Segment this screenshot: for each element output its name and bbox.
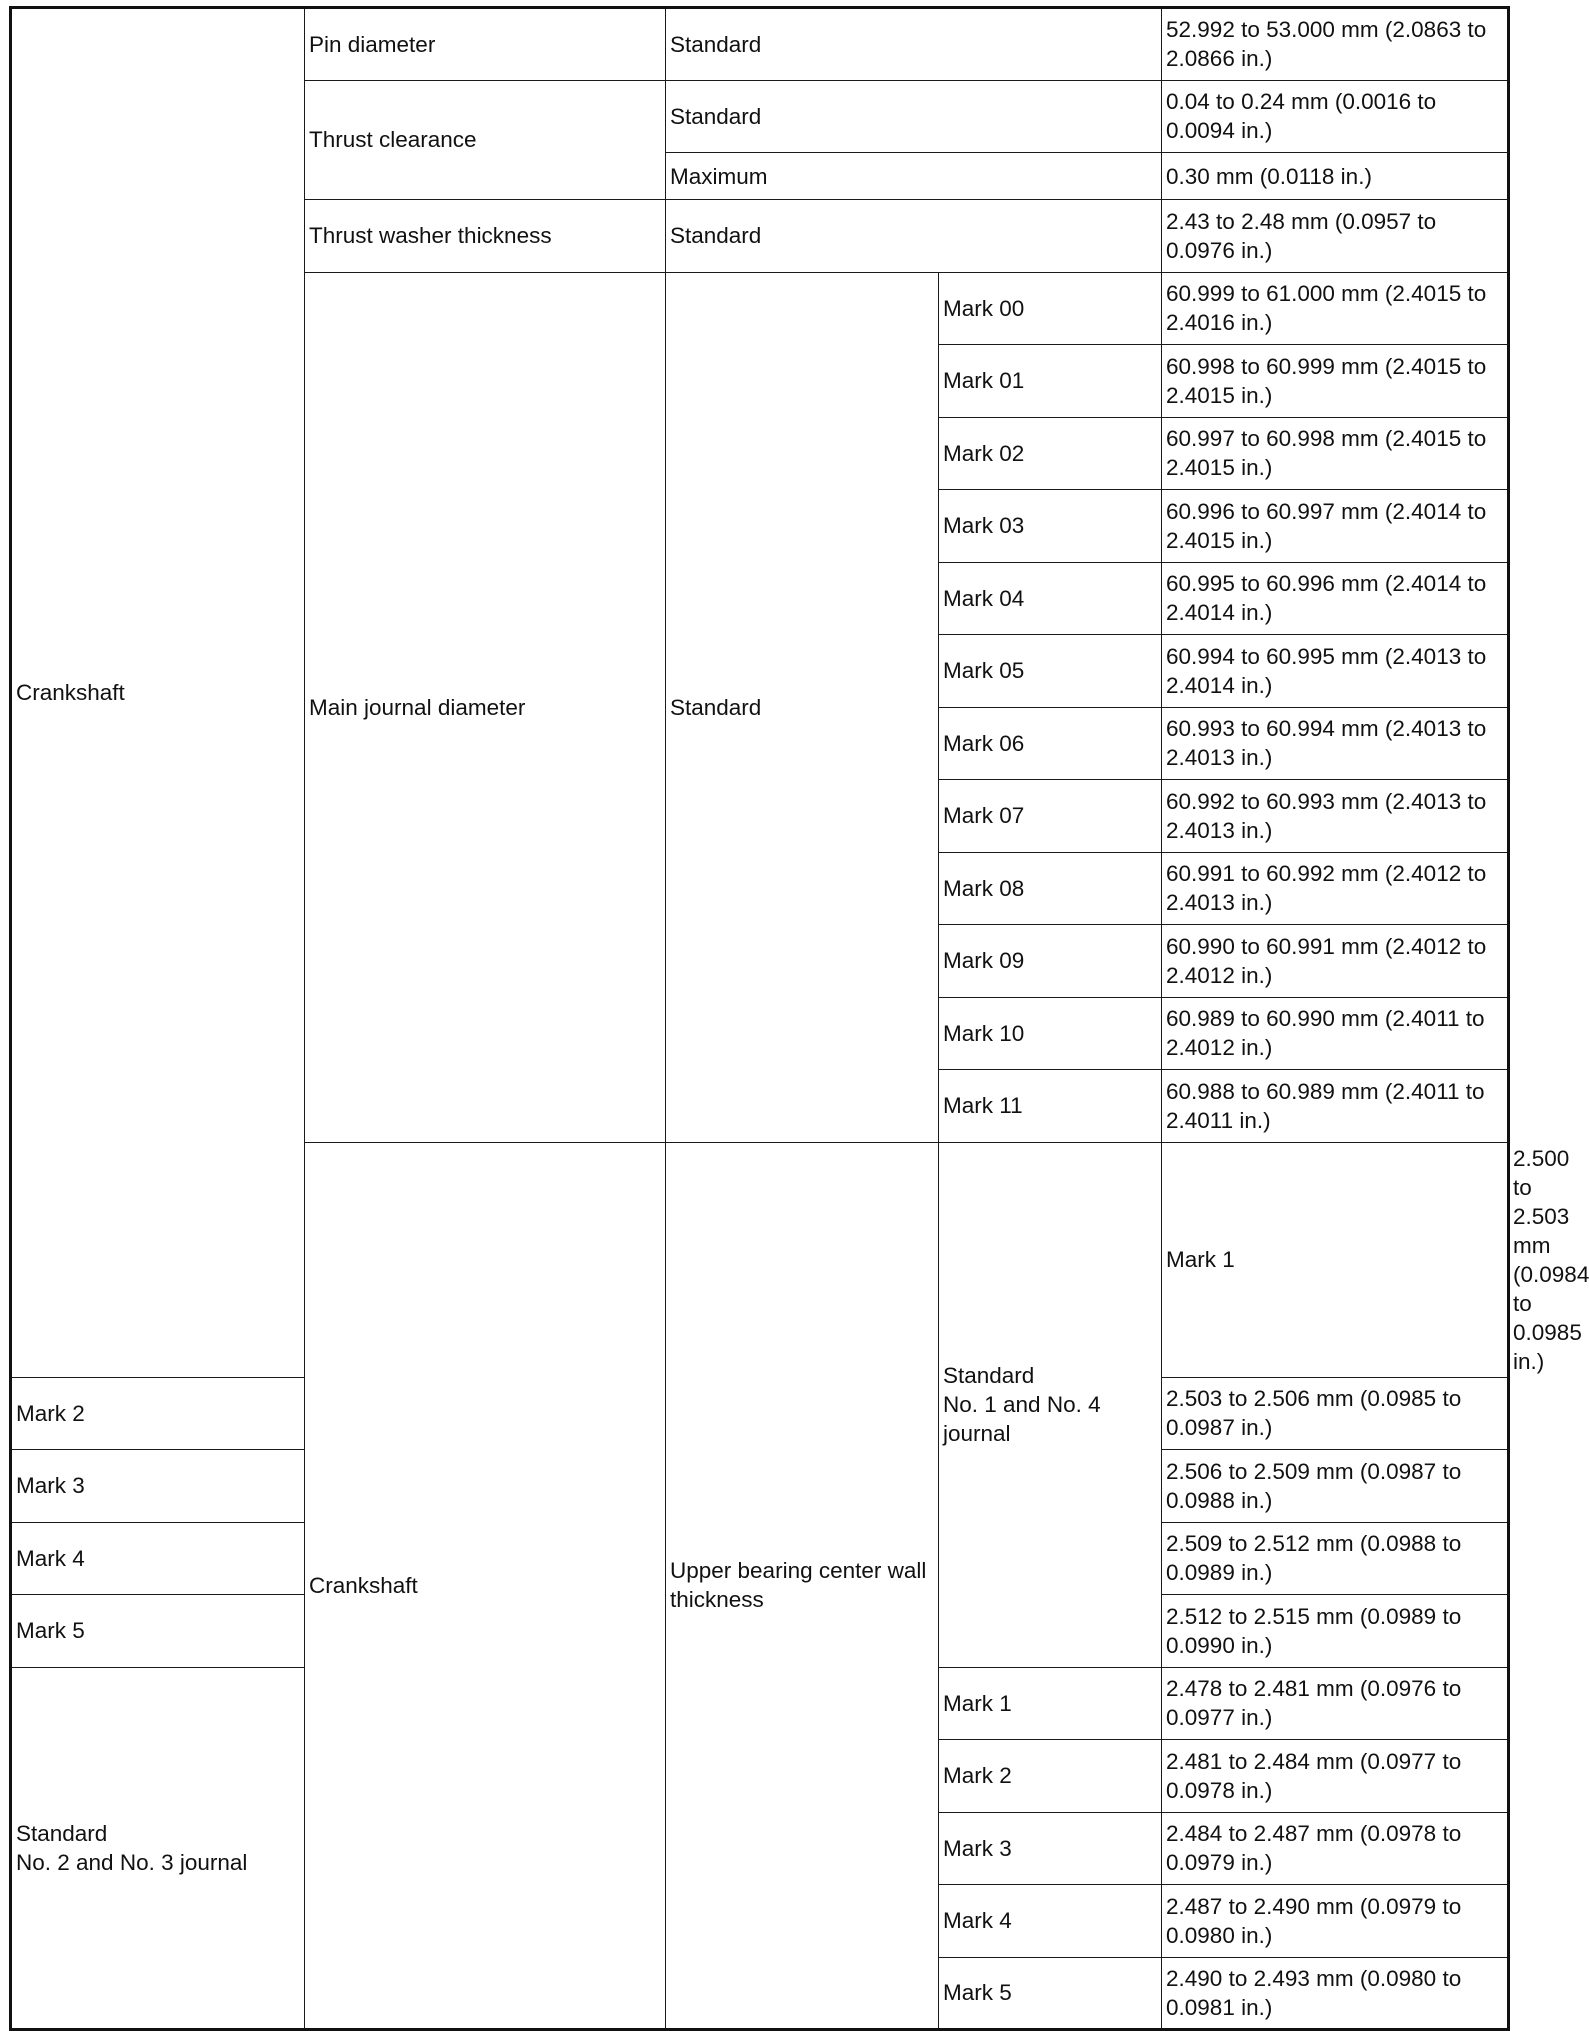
mark-cell: Mark 5 [11, 1595, 305, 1668]
table-row: Crankshaft Upper bearing center wall thickness Standard No. 1 and No. 4 journal Mark 1 2.500 to 2.503 mm (0.0984 to 0.0985 in.) [11, 1142, 1509, 1377]
mark-cell: Mark 11 [939, 1070, 1162, 1143]
condition-cell: Standard [666, 80, 1162, 153]
mark-cell: Mark 09 [939, 925, 1162, 998]
table-row [11, 8, 1509, 81]
item-cell: Main journal diameter [305, 272, 666, 1142]
value-cell: 60.993 to 60.994 mm (2.4013 to 2.4013 in.) [1162, 707, 1509, 780]
value-cell: 60.991 to 60.992 mm (2.4012 to 2.4013 in.) [1162, 852, 1509, 925]
mark-cell: Mark 1 [939, 1667, 1162, 1740]
value-cell: 2.487 to 2.490 mm (0.0979 to 0.0980 in.) [1162, 1885, 1509, 1958]
value-cell: 60.998 to 60.999 mm (2.4015 to 2.4015 in.) [1162, 345, 1509, 418]
value-cell: 2.478 to 2.481 mm (0.0976 to 0.0977 in.) [1162, 1667, 1509, 1740]
value-cell: 0.30 mm (0.0118 in.) [1162, 153, 1509, 200]
value-cell: 2.481 to 2.484 mm (0.0977 to 0.0978 in.) [1162, 1740, 1509, 1813]
condition-cell: Standard [666, 272, 939, 1142]
mark-cell: Mark 3 [939, 1812, 1162, 1885]
mark-cell: Mark 2 [11, 1377, 305, 1450]
condition-line: No. 1 and No. 4 journal [943, 1392, 1101, 1446]
mark-cell: Mark 08 [939, 852, 1162, 925]
value-cell: 60.988 to 60.989 mm (2.4011 to 2.4011 in.) [1162, 1070, 1509, 1143]
item-cell: Upper bearing center wall thickness [666, 1142, 939, 2030]
value-cell: 60.995 to 60.996 mm (2.4014 to 2.4014 in.) [1162, 562, 1509, 635]
value-cell: 60.999 to 61.000 mm (2.4015 to 2.4016 in.) [1162, 272, 1509, 345]
condition-line: Standard [16, 1820, 108, 1846]
condition-line: No. 2 and No. 3 journal [16, 1849, 248, 1875]
mark-cell: Mark 5 [939, 1957, 1162, 2030]
value-cell: 2.506 to 2.509 mm (0.0987 to 0.0988 in.) [1162, 1450, 1509, 1523]
mark-cell: Mark 10 [939, 997, 1162, 1070]
value-cell: 2.509 to 2.512 mm (0.0988 to 0.0989 in.) [1162, 1522, 1509, 1595]
mark-cell: Mark 02 [939, 417, 1162, 490]
condition-cell: Standard [666, 8, 1162, 81]
value-cell: 60.990 to 60.991 mm (2.4012 to 2.4012 in.) [1162, 925, 1509, 998]
value-cell: 2.43 to 2.48 mm (0.0957 to 0.0976 in.) [1162, 200, 1509, 273]
mark-cell: Mark 1 [1162, 1142, 1509, 1377]
condition-line: Standard [943, 1363, 1035, 1388]
mark-cell: Mark 07 [939, 780, 1162, 853]
mark-cell: Mark 4 [939, 1885, 1162, 1958]
mark-cell: Mark 06 [939, 707, 1162, 780]
item-cell: Pin diameter [305, 8, 666, 81]
item-cell: Thrust washer thickness [305, 200, 666, 273]
value-cell: 2.512 to 2.515 mm (0.0989 to 0.0990 in.) [1162, 1595, 1509, 1668]
condition-cell [939, 1142, 1162, 1667]
condition-cell [11, 1667, 305, 2030]
mark-cell: Mark 03 [939, 490, 1162, 563]
mark-cell: Mark 01 [939, 345, 1162, 418]
mark-cell: Mark 4 [11, 1522, 305, 1595]
value-cell: 60.997 to 60.998 mm (2.4015 to 2.4015 in.) [1162, 417, 1509, 490]
category-cell: Crankshaft [305, 1142, 666, 2030]
value-cell: 2.503 to 2.506 mm (0.0985 to 0.0987 in.) [1162, 1377, 1509, 1450]
crankshaft-spec-table [9, 6, 1589, 2031]
value-cell: 60.992 to 60.993 mm (2.4013 to 2.4013 in.) [1162, 780, 1509, 853]
condition-cell: Maximum [666, 153, 1162, 200]
mark-cell: Mark 05 [939, 635, 1162, 708]
value-cell: 60.989 to 60.990 mm (2.4011 to 2.4012 in.) [1162, 997, 1509, 1070]
mark-cell: Mark 3 [11, 1450, 305, 1523]
item-cell: Thrust clearance [305, 80, 666, 200]
category-cell: Crankshaft [11, 8, 305, 1378]
value-cell: 60.996 to 60.997 mm (2.4014 to 2.4015 in.) [1162, 490, 1509, 563]
value-cell: 52.992 to 53.000 mm (2.0863 to 2.0866 in.) [1162, 8, 1509, 81]
mark-cell: Mark 04 [939, 562, 1162, 635]
mark-cell: Mark 2 [939, 1740, 1162, 1813]
value-cell: 2.490 to 2.493 mm (0.0980 to 0.0981 in.) [1162, 1957, 1509, 2030]
condition-cell: Standard [666, 200, 1162, 273]
value-cell: 0.04 to 0.24 mm (0.0016 to 0.0094 in.) [1162, 80, 1509, 153]
value-cell: 60.994 to 60.995 mm (2.4013 to 2.4014 in.) [1162, 635, 1509, 708]
mark-cell: Mark 00 [939, 272, 1162, 345]
value-cell: 2.484 to 2.487 mm (0.0978 to 0.0979 in.) [1162, 1812, 1509, 1885]
